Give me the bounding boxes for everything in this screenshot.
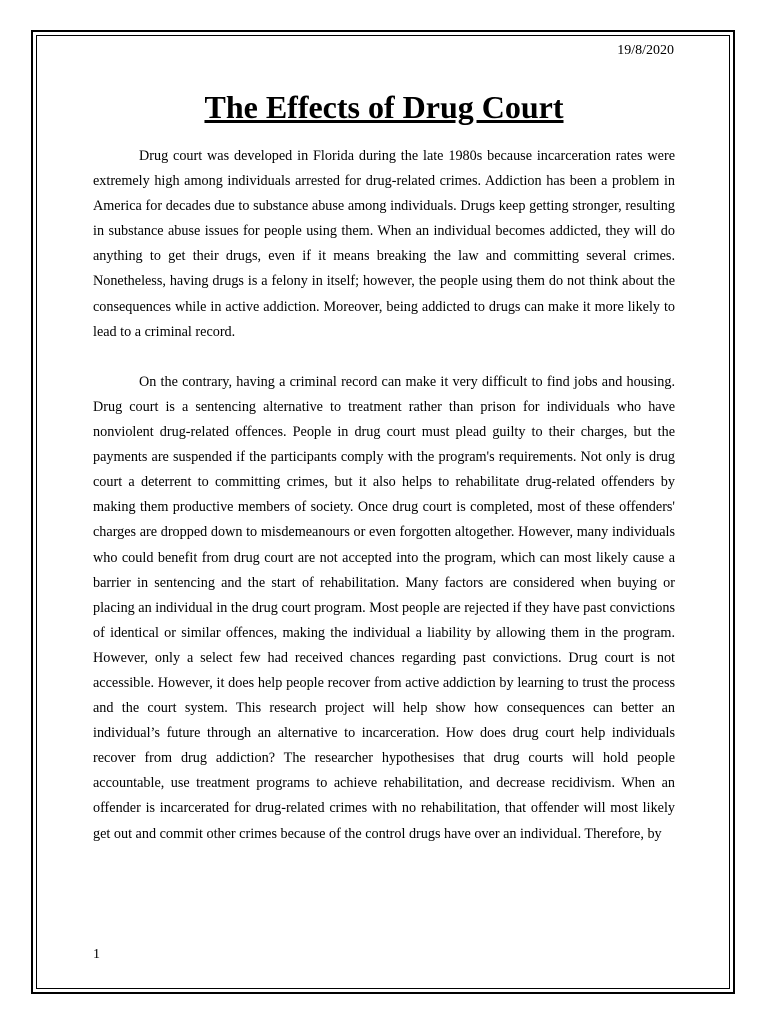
document-body [93,144,675,847]
document-date: 19/8/2020 [617,43,674,58]
body-paragraph-1: Drug court was developed in Florida during the late 1980s because incarceration rates were extremely high among individuals arrested for drug-related crimes. Addiction has been a problem in America for decades due to substance abuse among individuals. Drugs keep getting stronger, resulting in substance abuse issues for people using them. When an individual becomes addicted, they will do anything to get their drugs, even if it means breaking the law and committing several crimes. Nonetheless, having drugs is a felony in itself; however, the people using them do not think about the consequences while in active addiction. Moreover, being addicted to drugs can make it more likely to lead to a criminal record. [93,148,675,340]
body-paragraph-2: On the contrary, having a criminal record can make it very difficult to find jobs and housing. Drug court is a sentencing alternative to treatment rather than prison for individuals who have nonviolent drug-related offences. People in drug court must plead guilty to their charges, but the payments are suspended if the participants comply with the program's requirements. Not only is drug court a deterrent to committing crimes, but it also helps to rehabilitate drug-related offenders by making them productive members of society. Once drug court is completed, most of these offenders' charges are dropped down to misdemeanours or even forgotten altogether. However, many individuals who could benefit from drug court are not accepted into the program, which can most likely cause a barrier in sentencing and the start of rehabilitation. Many factors are considered when buying or placing an individual in the drug court program. Most people are rejected if they have past convictions of identical or similar offences, making the individual a liability by allowing them in the program. However, only a select few had received chances regarding past convictions. Drug court is not accessible. However, it does help people recover from active addiction by learning to trust the process and the court system. This research project will help show how consequences can better an individual’s future through an alternative to incarceration. How does drug court help individuals recover from drug addiction? The researcher hypothesises that drug courts will hold people accountable, use treatment programs to achieve rehabilitation, and decrease recidivism. When an offender is incarcerated for drug-related crimes with no rehabilitation, that offender will most likely get out and commit other crimes because of the control drugs have over an individual. Therefore, by [93,373,675,842]
page-number: 1 [93,947,100,962]
document-title: The Effects of Drug Court [204,89,564,125]
